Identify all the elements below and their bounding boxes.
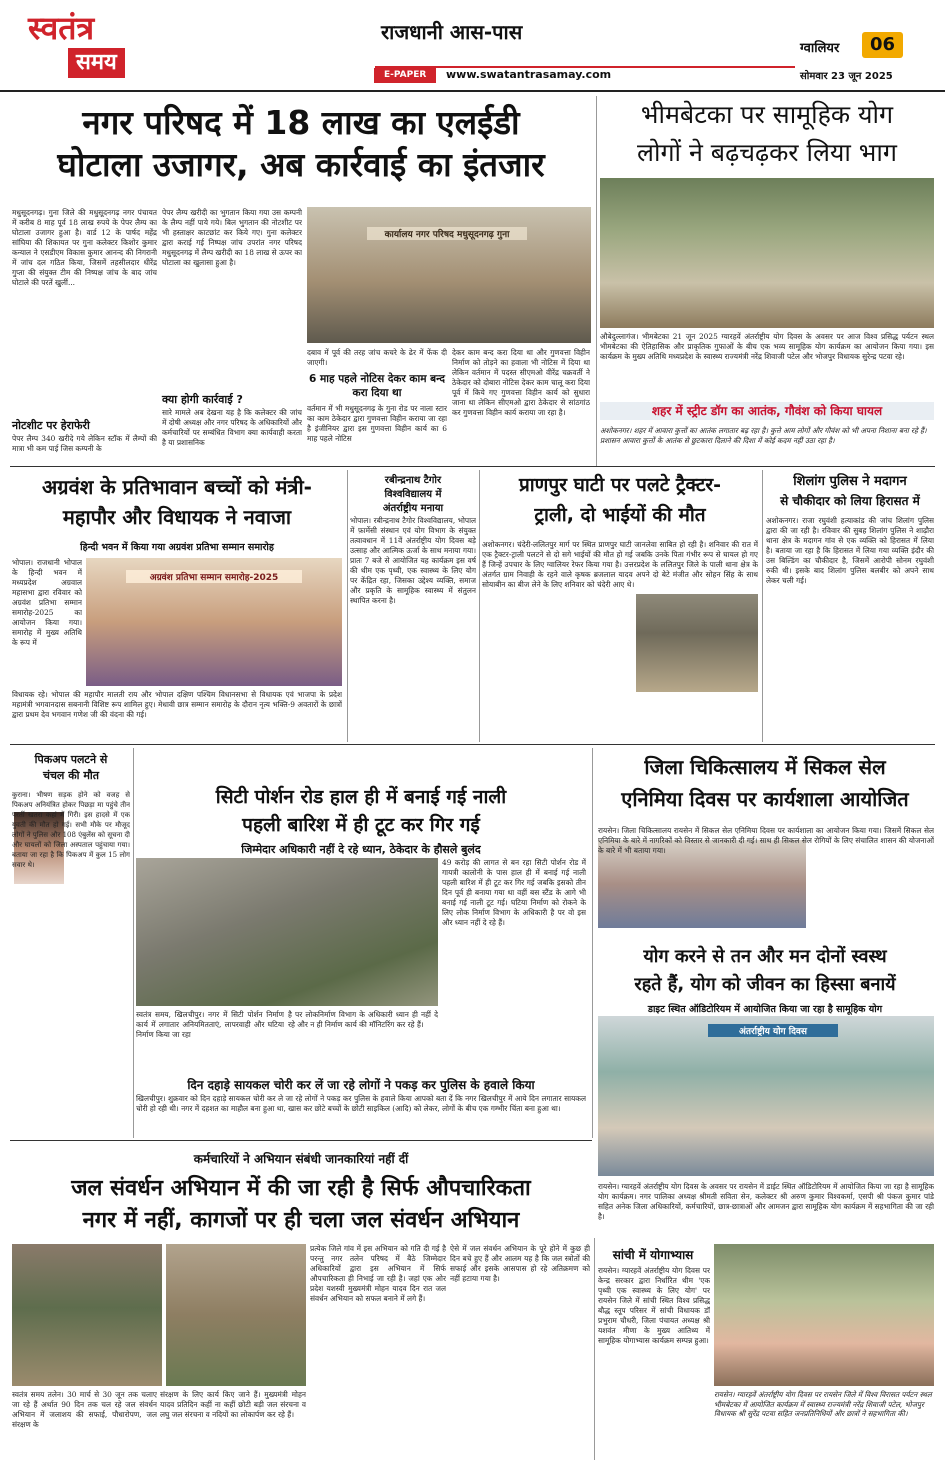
story11-headline-2: नगर में नहीं, कागजों पर ही चला जल संवर्धन अभियान: [82, 1208, 520, 1233]
story7-headline-1: प्राणपुर घाटी पर पलटे ट्रैक्टर-: [518, 474, 722, 496]
row-divider-2: [10, 744, 935, 745]
story10-body: खिलचीपुर। शुक्रवार को दिन दहाड़े सायकल चोरी कर ले जा रहे लोगों ने पकड़ कर पुलिस के हवाले किया आपको बता दें कि नगर खिलचीपुर में आये दिन लगातार सायकल चोरी हो रही थी। नगर में दहशत का माहौल बना हुआ था, खास कर छोटे बच्चों के छोटी साइकिल (आदि) को लेकर, लोगों के बीच एक गम्भीर चिंता बना हुआ था।: [136, 1094, 586, 1113]
column-divider-6: [592, 748, 593, 1138]
photo-nagar-parishad-office: [307, 207, 591, 343]
story1-col3: वर्तमान में भी मधुसूदनगढ़ के गुना रोड पर नाला स्टार का काम ठेकेदार द्वारा गुणवत्ता विहीन कराया जा रहा है इंजीनियर द्वारा इस गुणवत्ता विहीन कार्य का 6 माह पहले नोटिस: [307, 404, 447, 443]
story14-headline: सांची में योगाभ्यास: [612, 1248, 694, 1262]
story6-body: भोपाल। रबीन्द्रनाथ टैगोर विश्वविद्यालय, भोपाल में फ़ार्मेसी संस्थान एवं योग विभाग के संयुक्त तत्वावधान में 11वें अंतर्राष्ट्रीय योग दिवस बड़े उत्साह और आत्मिक ऊर्जा के साथ मनाया गया। प्रातः 7 बजे से आयोजित यह कार्यक्रम इस वर्ष की थीम एक पृथ्वी, एक स्वास्थ्य के लिए योग पर केंद्रित रहा, जिसका उद्देश्य व्यक्ति, समाज और प्रकृति के सामूहिक स्वास्थ्य में संतुलन स्थापित करना है।: [350, 516, 476, 605]
story4-body: अशोकनगर। राजा रघुवंशी हत्याकांड की जांच शिलांग पुलिस द्वारा की जा रही है। रविवार की सुबह शिलांग पुलिस ने शाढ़ौरा थाना क्षेत्र के मदागन गांव से एक व्यक्ति को हिरासत में लिया है। बताया जा रहा है कि हिरासत में लिया गया व्यक्ति इंदौर की उस बिल्डिंग का चौकीदार है, जिसमें आरोपी सोनम रघुवंशी रुकी थी। इसके बाद शिलांग पुलिस बलबीर को अपने साथ लेकर चली गई।: [766, 516, 934, 585]
story9-subhead: जिम्मेदार अधिकारी नहीं दे रहे ध्यान, ठेकेदार के हौसले बुलंद: [241, 843, 481, 856]
story13-body: रायसेन। ग्यारहवें अंतर्राष्ट्रीय योग दिवस के अवसर पर रायसेन में डाईट स्थित ऑडिटोरियम में आयोजित किया जा रहा है सामूहिक योग कार्यक्रम। नगर पालिका अध्यक्ष श्रीमती सविता सेन, कलेक्टर श्री अरुण कुमार विश्वकर्मा, एसपी श्री पंकज कुमार पांडे सहित अनेक जिला अधिकारियों, कर्मचारियों, छात्र-छात्राओं और आमजन द्वारा सामूहिक योग कार्यक्रम में सहभागिता की जा रही है।: [598, 1182, 934, 1221]
story1-col2: पेपर लैम्प खरीदी का भुगतान किया गया उस कम्पनी के लैम्प नहीं पाये गये। बिल भुगतान की नोटशीट पर भी हस्ताक्षर काटछांट कर किये गए। गुना कलेक्टर द्वारा कराई गई निष्पक्ष जांच उपरांत नगर परिषद मधुसूदनगढ़ में लैम्प खरीदी का 18 लाख से ऊपर का घोटाला का खुलासा हुआ है।: [162, 208, 302, 267]
story4-headline-2: से चौकीदार को लिया हिरासत में: [780, 494, 920, 508]
story5-subhead: हिन्दी भवन में किया गया अग्रवंश प्रतिभा सम्मान समारोह: [80, 542, 274, 553]
page-number: 06: [862, 32, 903, 58]
website-link[interactable]: www.swatantrasamay.com: [446, 68, 612, 81]
story11-body-d: ऐसे में जल संवर्धन अभियान के पूरे होने में कुछ ही दिन बचे हुए हैं और आलम यह है कि जल स्त्रोतों की सफाई और इसके आसपास हो रहे अतिक्रमण को नहीं हटाया गया है।: [450, 1244, 590, 1283]
story6-headline-3: अंतर्राष्ट्रीय मनाया: [382, 503, 444, 514]
photo-bhimbetka-yoga: [600, 178, 934, 328]
yoga-banner-text: अंतर्राष्ट्रीय योग दिवस: [708, 1024, 838, 1037]
issue-date: सोमवार 23 जून 2025: [800, 71, 893, 82]
story9-headline-1: सिटी पोर्शन रोड हाल ही में बनाई गई नाली: [215, 786, 507, 808]
story9-body-left: स्वतंत्र समय, खिलचीपुर। नगर में सिटी पोर्शन निर्माण कार्य में लगातार अनियमितताएं, लापरवाही और घटिया निर्माण किया जा रहा: [136, 1010, 284, 1039]
story9-body-right: 49 करोड़ की लागत से बन रहा सिटी पोर्शन रोड में गायत्री कालोनी के पास हाल ही में बनाई गई नाली पहली बारिश में ही टूट कर गिर गई जबकि इसको तीन दिन पूर्व ही बनाया गया था वहीं बस स्टैंड के आगे भी बनाई गई नाली टूट गई। घटिया निर्माण को रोकने के लिए लोक निर्माण विभाग के अधिकारी है पर वो इस और ध्यान नहीं दे रहे हैं।: [442, 858, 586, 927]
story9-headline-2: पहली बारिश में ही टूट कर गिर गई: [242, 814, 480, 836]
story8-body: कुराना। भीषण सड़क होने को वजह से पिकअप अनियंत्रित होकर पिछड़ा मा पहुंचे तीन परतीं खतरा कहां में गिरी। इस हादसे में एक युवती की मौत हो गई। सभी मौके पर मौजूद लोगों ने पुलिस और 108 एंबुलेंस को सूचना दी और घायलों को जिला अस्पताल पहुंचाया गया। बताया जा रहा है कि पिकअप में कुल 15 लोग सवार थे।: [12, 791, 130, 869]
photo-sanchi-yoga: [714, 1244, 934, 1386]
story6-headline-2: विश्वविद्यालय में: [384, 489, 442, 500]
photo-broken-drain: [136, 858, 438, 1006]
story7-headline-2: ट्राली, दो भाईयों की मौत: [534, 504, 706, 526]
story6-headline-1: रबीन्द्रनाथ टैगोर: [384, 475, 442, 486]
column-divider-7: [594, 1238, 595, 1460]
story1-col1b: पेपर लैम्प 340 खरीदे गये लेकिन स्टॉक में लैम्पों की मात्रा भी कम पाई जिस कम्पनी के: [12, 434, 157, 453]
masthead-rule: [375, 66, 795, 68]
photo-water-body-right: [166, 1244, 306, 1386]
column-divider-4: [762, 470, 763, 742]
logo-bottom: समय: [68, 48, 125, 78]
masthead-bottom-rule: [0, 90, 945, 92]
story13-subhead: डाइट स्थित ऑडिटोरियम में आयोजित किया जा रहा है सामूहिक योग: [647, 1004, 883, 1015]
column-divider-5: [133, 748, 134, 1138]
story4-headline-1: शिलांग पुलिस ने मदागन: [793, 474, 907, 489]
row-divider-1: [10, 466, 935, 467]
story7-body-top: अशोकनगर। चंदेरी-ललितपुर मार्ग पर स्थित प्राणपुर घाटी जानलेवा साबित हो रही है। शनिवार की रात में एक ट्रैक्टर-ट्राली पलटने से दो सगे भाईयों की मौत हो गई जबकि उनके पिता गंभीर रूप से घायल हो गए हैं जिन्हें उपचार के लिए ग्वालियर रेफर किया गया है। उत्तरप्रदेश के ललितपुर जिले के पाली थाना क्षेत्र के अंतर्गत ग्राम निवाही के रहने वाले कृषक ब्रजलाल यादव अपने दो बेटे मंजीत और सोहन सिंह के साथ सोयाबीन का बीज लेने के लिए शनिवार को चंदेरी आए थे।: [482, 540, 758, 589]
story13-headline-1: योग करने से तन और मन दोनों स्वस्थ: [643, 946, 887, 967]
column-divider-2: [347, 470, 348, 742]
epaper-badge: E-PAPER: [374, 68, 436, 83]
story1-headline-1: नगर परिषद में 18 लाख का एलईडी: [82, 103, 520, 142]
column-divider-1: [596, 96, 597, 466]
photo-sign-text: कार्यालय नगर परिषद मधुसूदनगढ़ गुना: [367, 227, 527, 240]
story8-headline-2: चंचल की मौत: [42, 769, 100, 782]
column-divider-3: [479, 470, 480, 742]
city-label: ग्वालियर: [800, 41, 840, 56]
story12-headline-1: जिला चिकित्सालय में सिकल सेल: [644, 755, 886, 779]
story1-col4: देकर काम बन्द करा दिया था और गुणवत्ता विहीन निर्माण को तोड़ने का हवाला भी नोटिस में दिया था लेकिन वर्तमान में पदस्त सीएमओ वीरेंद्र चक्रवर्ती ने ठेकेदार को दोबारा नोटिस देकर काम चालू करा दिया पूर्व में किये गए गुणवत्ता विहीन कार्य को सुधारा जाना था लेकिन सीएमओ द्वारा ठेकेदार से सांठगांठ कर गुणवत्ता विहीन कार्य कराया जा रहा है।: [452, 348, 590, 417]
masthead: [0, 0, 945, 92]
story1-sub-action: क्या होगी कार्रवाई ?: [162, 393, 243, 406]
story5-body-left: भोपाल। राजधानी भोपाल के हिन्दी भवन में मध्यप्रदेश अग्रवाल महासभा द्वारा रविवार को अग्रवंश प्रतिभा सम्मान समारोह-2025 का आयोजन किया गया। समारोह में मुख्य अतिथि के रूप में: [12, 558, 82, 647]
story2-headline-1: भीमबेटका पर सामूहिक योग: [640, 100, 894, 129]
story11-body-b: संरक्षण के लिए कार्य किए जाने हैं। मुख्यमंत्री मोहन यादव प्रतिदिन कहीं ना कहीं छोटी बड़ी जल संरचना व लघु जल संरचना व नदियों का लोकार्पण कर रहे हैं।: [160, 1390, 306, 1419]
story11-kicker: कर्मचारियों ने अभियान संबंधी जानकारियां नहीं दीं: [193, 1152, 409, 1166]
photo-agravansh-ceremony: [86, 558, 342, 686]
story11-body-a: स्वतंत्र समय तलेन। 30 मार्च से 30 जून तक चलाए जा रहे हैं अर्थात 90 दिन तक चल रहे जल संवर्धन अभियान में जलाशय की सफाई, पौधारोपण, जल संरक्षण के: [12, 1390, 157, 1429]
story11-body-c: प्रत्येक जिले गांव में इस अभियान को गति दी गई है परन्तु नगर तलेन परिषद में बैठे जिम्मेदार अधिकारियों द्वारा इस अभियान में सिर्फ औपचारिकता ही निभाई जा रही है। जहां एक ओर प्रदेश यशस्वी मुख्यमंत्री मोहन यादव दिन रात जल संवर्धन अभियान को सफल बनाने में लगे हैं।: [310, 1244, 446, 1303]
story1-col1: मधुसूदनगढ़। गुना जिले की मधुसूदनगढ़ नगर पंचायत में करीब 8 माह पूर्व 18 लाख रुपये के पेपर लैम्प का घोटाला उजागर हुआ है। वार्ड 12 के पार्षद महेंद्र सांघिया की शिकायत पर गुना कलेक्टर किशोर कुमार कन्याल ने एसडीएम विकास कुमार आनन्द की निगरानी में जांच दल गठित किया, जिसमें तहसीलदार धीरेंद्र गुप्ता की संयुक्त टीम की निष्पक्ष जांच के बाद जांच घोटाले की परतें खुलीं...: [12, 208, 157, 287]
story1-sub-notesheet: नोटशीट पर हेराफेरी: [12, 419, 90, 432]
story10-headline: दिन दहाड़े सायकल चोरी कर लें जा रहे लोगों ने पकड़ कर पुलिस के हवाले किया: [187, 1078, 535, 1092]
story2-body: औबेदुल्लागंज। भीमबेटका 21 जून 2025 ग्यारहवें अंतर्राष्ट्रीय योग दिवस के अवसर पर आज विश्व प्रसिद्ध पर्यटन स्थल भीमबेटका की ऐतिहासिक और प्राकृतिक गुफाओं के बीच एक भव्य सामूहिक योग कार्यक्रम का आयोजन किया गया। इस कार्यक्रम के मुख्य अतिथि मध्यप्रदेश के स्वास्थ्य राज्यमंत्री नरेंद्र शिवाजी पटेल और भोजपुर विधायक सुरेन्द्र पटवा रहे।: [600, 332, 934, 361]
story1-headline-2: घोटाला उजागर, अब कार्रवाई का इंतजार: [57, 145, 545, 184]
story14-caption: रायसेन। ग्यारहवें अंतर्राष्ट्रीय योग दिवस पर रायसेन जिले में विश्व विरासत पर्यटन स्थल भीमबेटका में आयोजित कार्यक्रम में स्वास्थ्य राज्यमंत्री नरेंद्र शिवाजी पटेल, भोजपुर विधायक श्री सुरेंद्र पटवा सहित जनप्रतिनिधियों और छात्रों ने सहभागिता की।: [714, 1390, 932, 1418]
story5-headline-1: अग्रवंश के प्रतिभावान बच्चों को मंत्री-: [42, 475, 312, 499]
story14-body: रायसेन। ग्यारहवें अंतर्राष्ट्रीय योग दिवस पर केन्द्र सरकार द्वारा निर्धारित थीम 'एक पृथ्वी एक स्वास्थ्य के लिए योग' पर रायसेन जिले में सांची स्थित विश्व प्रसिद्ध बौद्ध स्तूप परिसर में सांची विधायक डॉ प्रभुराम चौधरी, जिला पंचायत अध्यक्ष श्री यशवंत मीणा के मुख्य आतिथ्य में सामूहिक योगाभ्यास कार्यक्रम सम्पन्न हुआ।: [598, 1266, 710, 1345]
story1-col2b: सारे मामले अब देखना यह है कि कलेक्टर की जांच में दोषी अध्यक्ष और नगर परिषद के अधिकारियों और कर्मचारियों पर सम्बंधित विभाग क्या कार्यवाही करता है या प्रशासनिक: [162, 408, 302, 447]
story3-body: अशोकनगर। शहर में आवारा कुत्तों का आतंक लगातार बढ़ रहा है। कुत्ते आम लोगों और गौवंश को भी अपना निशाना बना रहे हैं। प्रशासन आवारा कुत्तों के आतंक से छुटकारा दिलाने की दिशा में कोई कदम नहीं उठा रहा है।: [600, 426, 927, 445]
logo: [28, 10, 158, 82]
story3-headline: शहर में स्ट्रीट डॉग का आतंक, गौवंश को किया घायल: [600, 402, 934, 420]
story2-headline-2: लोगों ने बढ़चढ़कर लिया भाग: [637, 138, 897, 167]
story5-body-bottom: विधायक रहे। भोपाल की महापौर मालती राय और भोपाल दक्षिण पश्चिम विधानसभा से विधायक एवं भाजपा के प्रदेश महामंत्री भगवानदास सबनानी विशिष्ट रूप शामिल हुए। मेधावी छात्र सम्मान समारोह के दौरान नृत्य भक्ति-9 अवतारों के छात्रों द्वारा प्रथम देव भगवान गणेश जी की वंदना की गई।: [12, 690, 342, 719]
story5-headline-2: महापौर और विधायक ने नवाजा: [62, 505, 292, 529]
banner-text: अग्रवंश प्रतिभा सम्मान समारोह-2025: [126, 570, 302, 583]
story1-caption-left: दबाव में पूर्व की तरह जांच कचरे के ढेर में फेंक दी जाएगी।: [307, 348, 447, 367]
story13-headline-2: रहते हैं, योग को जीवन का हिस्सा बनायें: [634, 974, 896, 995]
row-divider-3: [10, 1140, 592, 1141]
section-title: राजधानी आस-पास: [381, 20, 523, 44]
photo-tractor-accident: [636, 594, 758, 692]
photo-water-body-left: [12, 1244, 162, 1386]
photo-diet-auditorium-yoga: [598, 1016, 934, 1176]
story12-body: रायसेन। जिला चिकित्सालय रायसेन में सिकल सेल एनिमिया दिवस पर कार्यशाला का आयोजन किया गया। जिसमें सिकल सेल एनिमिया के बारे में नागरिकों को विस्तार से जानकारी दी गई। साथ ही सिकल सेल रोगियों के लिए संचालित शासन की योजनाओं के बारे में भी बताया गया।: [598, 826, 934, 855]
story11-headline-1: जल संवर्धन अभियान में की जा रही है सिर्फ औपचारिकता: [71, 1176, 531, 1201]
logo-top: स्वतंत्र: [28, 9, 95, 47]
story9-body-mid: है पर लोकनिर्माण विभाग के अधिकारी ध्यान ही नहीं दे रहे और न ही निर्माण कार्य की मॉनिटरिंग कर रहे हैं।: [288, 1010, 438, 1029]
story8-headline-1: पिकअप पलटने से: [34, 753, 108, 766]
story12-headline-2: एनिमिया दिवस पर कार्यशाला आयोजित: [621, 787, 909, 811]
story1-subhead-notice: 6 माह पहले नोटिस देकर काम बन्द करा दिया था: [309, 373, 445, 399]
